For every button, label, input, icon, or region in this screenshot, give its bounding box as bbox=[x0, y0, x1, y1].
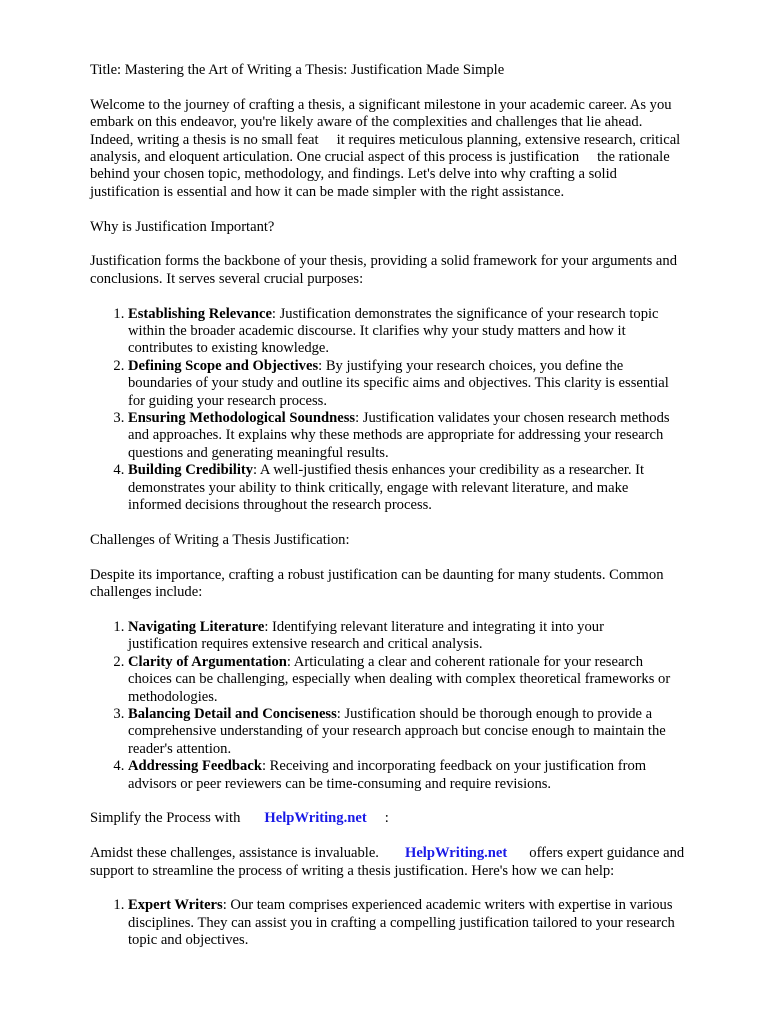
list-item: 1. Navigating Literature: Identifying relevant literature and integrating it into your justification requires extensive research and critical analysis. bbox=[128, 619, 730, 654]
list-item: 4. Addressing Feedback: Receiving and incorporating feedback on your justification from advisors or peer reviewers can be time-consuming and require revisions. bbox=[128, 758, 730, 793]
challenges-heading: Challenges of Writing a Thesis Justification: bbox=[90, 531, 350, 548]
document-title: Title: Mastering the Art of Writing a Thesis: Justification Made Simple bbox=[90, 62, 505, 78]
list-item: 3. Balancing Detail and Conciseness: Justification should be thorough enough to provide a comprehensive understanding of your research approach but concise enough to maintain the reader's attention. bbox=[128, 706, 730, 758]
list-item: 3. Ensuring Methodological Soundness: Justification validates your chosen research methods and approaches. It explains why these methods are appropriate for addressing your research questions and generating meaningful results. bbox=[128, 410, 730, 462]
help-list bbox=[90, 897, 730, 949]
list-item: 2. Defining Scope and Objectives: By justifying your research choices, you define the boundaries of your study and outline its specific aims and objectives. This clarity is essential for guiding your research process. bbox=[128, 358, 730, 410]
why-heading: Why is Justification Important? bbox=[90, 218, 275, 235]
list-item-term: Balancing Detail and Conciseness bbox=[128, 705, 337, 722]
list-item: 1. Establishing Relevance: Justification demonstrates the significance of your research topic within the broader academic discourse. It clarifies why your study matters and how it contributes to existing knowledge. bbox=[128, 306, 730, 358]
challenges-intro-paragraph: Despite its importance, crafting a robust justification can be daunting for many students. Common challenges include: bbox=[90, 566, 664, 601]
list-item-term: Defining Scope and Objectives bbox=[128, 357, 319, 374]
list-item-term: Addressing Feedback bbox=[128, 758, 262, 775]
list-item-term: Ensuring Methodological Soundness bbox=[128, 410, 356, 427]
brand-link[interactable]: HelpWriting.net bbox=[264, 810, 367, 827]
list-item: 4. Building Credibility: A well-justified thesis enhances your credibility as a researcher. It demonstrates your ability to think critically, engage with relevant literature, and make informed decisions throughout the research process. bbox=[128, 462, 730, 514]
why-intro-paragraph: Justification forms the backbone of your thesis, providing a solid framework for your arguments and conclusions. It serves several crucial purposes: bbox=[90, 253, 677, 287]
simplify-heading: Simplify the Process with HelpWriting.net : bbox=[90, 810, 389, 827]
list-item-term: Establishing Relevance bbox=[128, 305, 272, 322]
list-item: 1. Expert Writers: Our team comprises experienced academic writers with expertise in various disciplines. They can assist you in crafting a compelling justification tailored to your research topic and objectives. bbox=[128, 897, 730, 949]
list-item: 2. Clarity of Argumentation: Articulating a clear and coherent rationale for your research choices can be challenging, especially when dealing with complex theoretical frameworks or methodologies. bbox=[128, 654, 730, 706]
list-item-term: Clarity of Argumentation bbox=[128, 653, 287, 670]
list-item-term: Expert Writers bbox=[128, 897, 223, 914]
challenges-list bbox=[90, 619, 730, 793]
list-item-term: Building Credibility bbox=[128, 462, 254, 479]
purposes-list bbox=[90, 306, 730, 515]
amidst-paragraph: Amidst these challenges, assistance is invaluable. HelpWriting.net offers expert guidance and support to streamline the process of writing a thesis justification. Here's how we can help: bbox=[90, 845, 685, 879]
brand-link[interactable]: HelpWriting.net bbox=[404, 845, 508, 862]
intro-paragraph: Welcome to the journey of crafting a thesis, a significant milestone in your academic career. As you embark on this endeavor, you're likely aware of the complexities and challenges that lie ahead. Indeed, writing a thesis is no small feat it requires meticulous planning, extensive research, critical analysis, and eloquent articulation. One crucial aspect of this process is justification the rationale behind your chosen topic, methodology, and findings. Let's delve into why crafting a solid justification is essential and how it can be made simpler with the right assistance. bbox=[90, 96, 681, 200]
list-item-term: Navigating Literature bbox=[128, 618, 265, 635]
document-page bbox=[90, 62, 730, 967]
